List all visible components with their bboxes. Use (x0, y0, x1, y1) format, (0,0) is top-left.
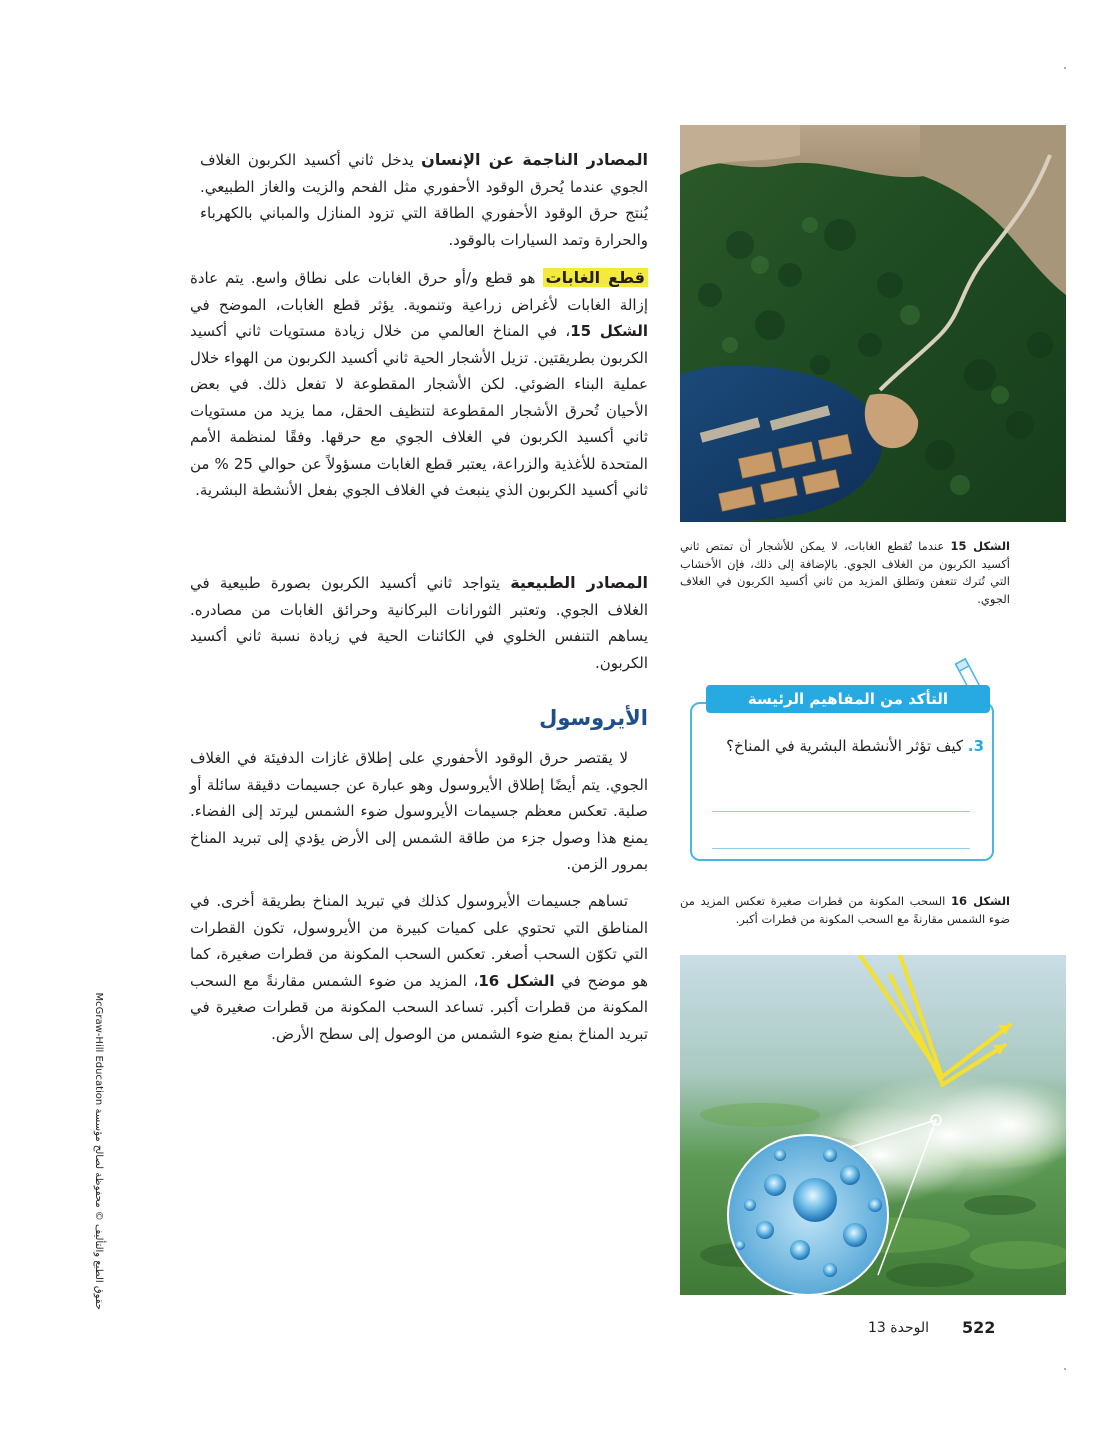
figure-15-label: الشكل 15 (950, 539, 1011, 553)
deforestation-text-1: هو قطع و/أو حرق الغابات على نطاق واسع. يتم عادة إزالة الغابات لأغراض زراعية وتنموية. يؤثر قطع الغابات، الموضح في (190, 269, 648, 314)
human-sources-paragraph (200, 147, 648, 253)
corner-mark-top (1064, 67, 1066, 69)
concept-check-box (690, 702, 994, 861)
figure-15-caption-text: عندما تُقطع الغابات، لا يمكن للأشجار أن تمتص ثاني أكسيد الكربون من الغلاف الجوي. بالإضافة إلى ذلك، فإن الأخشاب التي تُترك تتعفن وتطلق المزيد من ثاني أكسيد الكربون في الغلاف الجوي. (680, 539, 1010, 606)
aerosol-heading: الأيروسول (539, 706, 648, 730)
concept-check-title: التأكد من المفاهيم الرئيسة (706, 685, 990, 713)
aerosol-p1-text: لا يقتصر حرق الوقود الأحفوري على إطلاق غازات الدفيئة في الغلاف الجوي. يتم أيضًا إطلاق الأيروسول وهو عبارة عن جسيمات دقيقة سائلة أو صلبة. تعكس معظم جسيمات الأيروسول ضوء الشمس ليرتد إلى الفضاء. يمنع هذا وصول جزء من طاقة الشمس إلى الأرض يؤدي إلى تبريد المناخ بمرور الزمن. (190, 749, 648, 873)
figure-15-deforestation-photo (680, 125, 1066, 522)
aerosol-paragraph-2 (190, 888, 648, 1047)
figure-16-reference: الشكل 16 (478, 971, 555, 990)
natural-sources-paragraph (190, 570, 648, 676)
natural-sources-text: يتواجد ثاني أكسيد الكربون بصورة طبيعية في الغلاف الجوي. وتعتبر الثورانات البركانية وحرائق الغابات من مصادره. يساهم التنفس الخلوي في الكائنات الحية في زيادة نسبة ثاني أكسيد الكربون. (190, 574, 648, 672)
human-sources-text: يدخل ثاني أكسيد الكربون الغلاف الجوي عندما يُحرق الوقود الأحفوري مثل الفحم والزيت والغاز الطبيعي. يُنتج حرق الوقود الأحفوري الطاقة التي تزود المنازل والمباني بالكهرباء والحرارة وتمد السيارات بالوقود. (200, 151, 648, 249)
natural-sources-lead: المصادر الطبيعية (510, 573, 648, 592)
question-text: كيف تؤثر الأنشطة البشرية في المناخ؟ (726, 737, 964, 755)
figure-16-label: الشكل 16 (951, 894, 1010, 908)
answer-line-1[interactable] (712, 811, 970, 812)
concept-check-question (712, 735, 984, 757)
deforestation-text-2: ، في المناخ العالمي من خلال زيادة مستويات ثاني أكسيد الكربون بطريقتين. تزيل الأشجار الحية ثاني أكسيد الكربون من الهواء خلال عملية البناء الضوئي. لكن الأشجار المقطوعة لا تفعل ذلك. في بعض الأحيان تُحرق الأشجار المقطوعة لتنظيف الحقل، مما يزيد من مستويات ثاني أكسيد الكربون في الغلاف الجوي مع حرقها. وفقًا لمنظمة الأمم المتحدة للأغذية والزراعة، يعتبر قطع الغابات مسؤولاً عن حوالي 25 % من ثاني أكسيد الكربون الذي ينبعث في الغلاف الجوي بفعل الأنشطة البشرية. (190, 322, 648, 499)
figure-16-cloud-illustration (680, 955, 1066, 1295)
figure-15-reference: الشكل 15 (570, 322, 649, 340)
figure-15-caption (680, 538, 1010, 608)
cloud-droplets-illustration (680, 955, 1066, 1295)
deforestation-illustration (680, 125, 1066, 522)
question-number: 3. (967, 737, 984, 755)
figure-16-caption (680, 893, 1010, 928)
aerosol-p2-text-a: تساهم جسيمات الأيروسول كذلك في تبريد المناخ بطريقة أخرى. في المناطق التي تحتوي على كميات كبيرة من الأيروسول، تكون القطرات التي تكوّن السحب أصغر. تعكس السحب المكونة من قطرات صغيرة، كما هو موضح في (190, 892, 648, 990)
page-number: 522 (962, 1318, 996, 1337)
deforestation-paragraph (190, 265, 648, 504)
corner-mark-bottom (1064, 1368, 1066, 1370)
aerosol-p2-text-b: ، المزيد من ضوء الشمس مقارنةً مع السحب المكونة من قطرات أكبر. تساعد السحب المكونة من قطرات صغيرة في تبريد المناخ بمنع ضوء الشمس من الوصول إلى سطح الأرض. (190, 971, 648, 1043)
deforestation-lead: قطع الغابات (543, 268, 648, 287)
human-sources-lead: المصادر الناجمة عن الإنسان (421, 150, 648, 169)
figure-16-caption-text: السحب المكونة من قطرات صغيرة تعكس المزيد من ضوء الشمس مقارنةً مع السحب المكونة من قطرات أكبر. (680, 894, 1010, 926)
copyright-credit: حقوق الطبع والتأليف © محفوظة لصالح مؤسسة McGraw-Hill Education (93, 992, 104, 1310)
answer-line-2[interactable] (712, 848, 970, 849)
unit-label: الوحدة 13 (868, 1320, 930, 1336)
aerosol-paragraph-1 (190, 745, 648, 878)
